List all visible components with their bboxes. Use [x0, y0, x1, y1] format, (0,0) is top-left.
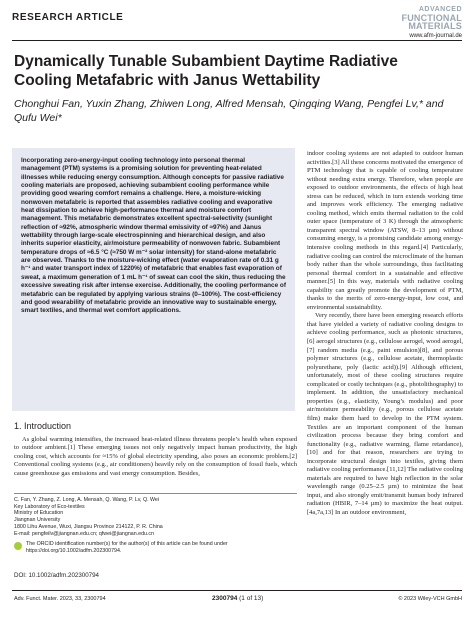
footnote-lab: Key Laboratory of Eco-textiles	[14, 503, 85, 510]
journal-url[interactable]: www.afm-journal.de	[409, 33, 462, 39]
footnote-email[interactable]: E-mail: pengfeilv@jiangnan.edu.cn; qfwei@jiangnan.edu.cn	[14, 530, 155, 537]
intro-paragraph-right-2: Very recently, there have been emerging research efforts that have yielded a variety of radiative cooling designs to achieve cooling performance, such as photonic structures,[6] aerogel structures (e.g., cellulose aerogel, wood aerogel,[7] random media (e.g., paint emulsion)[8], and porous polymer structures (e.g., cellulose acetate, thermoplastic polyurethane, poly (lactic acid)).[9] Although efficient, unfortunately, most of these cooling structures require complicated or costly techniques (e.g., photolithography) to implement. In addition, the unsatisfactory mechanical properties (e.g., elasticity, Young’s modulus) and poor air/moisture permeability (e.g., porous cellulose acetate film) make them hard to develop in the PTM system. Textiles are an important component of the human civilization process because they bring comfort and functionality (e.g., radiative warming, flame retardance),[10] and for that reason, researchers are trying to incorporate structural design into textiles, giving them radiative cooling performance.[11,12] The radiative cooling materials are required to have high reflection in the solar wavelength range (0.25–2.5 µm) to minimize the heat input, and also strongly emit/transmit human body infrared radiation (HBIR, 7–14 µm) to maximize the heat output.[4a,7a,13] In an outdoor environment,	[307, 312, 463, 516]
left-column	[14, 436, 297, 478]
author-list: Chonghui Fan, Yuxin Zhang, Zhiwen Long, Alfred Mensah, Qingqing Wang, Pengfei Lv,* and Qufu Wei*	[14, 98, 444, 124]
orcid-note-text[interactable]: The ORCID identification number(s) for the author(s) of this article can be found under https://doi.org/10.1002/adfm.202300794.	[26, 541, 228, 554]
footer-page-id: 2300794	[212, 595, 238, 602]
doi-link[interactable]: DOI: 10.1002/adfm.202300794	[14, 572, 99, 579]
footer-page-number	[212, 595, 263, 602]
footnote-rule	[14, 493, 297, 494]
journal-logo-line-3: MATERIALS	[408, 21, 462, 31]
footer-copyright: © 2023 Wiley-VCH GmbH	[398, 596, 462, 602]
intro-paragraph-right-1: indoor cooling systems are not adapted to outdoor human activities.[3] All these concerns motivated the emergence of PTM technology that is capable of cooling temperature without needing extra energy. Therefore, when people are exposed to outdoor environments, the effects of high heat stress can be reduced, which in turn extends working time and improves work efficiency. The emerging radiative cooling method, which emits thermal radiation to the cold outer space (temperature of 3 K) through the atmospheric transparent spectral window (ATSW, 8–13 µm) without consuming energy, is a promising candidate among energy-intensive cooling methods in this regard.[4] Particularly, radiative cooling can control the microclimate of the human body rather than the whole surroundings, thus facilitating personal thermal comfort in a sustainable and effective manner.[5] In this way, materials with radiative cooling capability can greatly promote the development of PTM, thanks to the merits of zero-energy-input, low cost, and environmental sustainability.	[307, 150, 463, 311]
footer-citation: Adv. Funct. Mater. 2023, 33, 2300794	[14, 596, 106, 602]
orcid-note	[14, 541, 297, 554]
footnote-ministry: Ministry of Education	[14, 510, 64, 517]
footnote-authors: C. Fan, Y. Zhang, Z. Long, A. Mensah, Q. Wang, P. Lv, Q. Wei	[14, 497, 160, 503]
abstract-text: Incorporating zero-energy-input cooling technology into personal thermal management (PTM) systems is a promising solution for preventing heat-related illnesses while reducing energy consumption. Although concepts for passive radiative cooling materials are proposed, achieving subambient cooling performance while providing good wearing comfort remains a challenge. Here, a moisture-wicking nonwoven metafabric is reported that assembles radiative cooling and evaporative heat dissipation to achieve high-performance thermal and moisture comfort management. This metafabric demonstrates excellent spectral-selectivity (sunlight reflection of ≈92%, atmospheric window thermal emissivity of ≈97%) and Janus wettability through large-scale electrospinning and hierarchical design, and also inherits superior elasticity, air/moisture permeability of nonwoven fabric. Subambient temperature drops of ≈6.5 °C (≈750 W m⁻² solar intensity) for stand-alone metafabric are observed. Thanks to the moisture-wicking effect (water evaporation rate of 0.31 g h⁻¹ and water transport index of 1220%) of metafabric that enables fast evaporation of sweat, a maximum generation of 1 mL h⁻¹ of sweat can cool the skin, thus reducing the excessive sweating risk after intense exercise. Additionally, the cooling performance of metafabric can be regulated by applying various strains (0–100%). The cost-efficiency and good wearability of metafabric provide an innovative way to sustainable energy, smart textiles, and thermal wet comfort applications.	[21, 157, 286, 315]
journal-logo	[402, 6, 463, 30]
journal-logo-line-2: FUNCTIONAL	[401, 13, 462, 23]
footnote-university: Jiangnan University	[14, 517, 61, 524]
right-column	[307, 150, 463, 518]
section-heading: 1. Introduction	[14, 421, 72, 431]
journal-logo-line-1: ADVANCED	[418, 6, 462, 13]
abstract-box	[12, 148, 295, 411]
intro-paragraph-left: As global warming intensifies, the increased heat-related illness threatens people’s health when exposed to outdoor ambient.[1] These emerging issues not only negatively impact human productivity, the high cooling cost, which accounts for ≈15% of global electricity spending, also poses an economic problem.[2] Conventional cooling systems (e.g., air conditioners) heavily rely on the consumption of fossil fuels, which cause greenhouse gas emissions and vast energy consumption. Besides,	[14, 436, 297, 477]
orcid-icon	[14, 542, 22, 550]
footer-page-of: (1 of 13)	[239, 595, 264, 602]
page-header	[0, 0, 474, 38]
footer-rule	[12, 590, 462, 591]
article-title: Dynamically Tunable Subambient Daytime Radiative Cooling Metafabric with Janus Wettability	[14, 53, 398, 89]
article-type-label: RESEARCH ARTICLE	[12, 12, 124, 23]
author-affiliation-footnote	[14, 497, 297, 555]
header-rule	[12, 40, 462, 41]
footnote-address: 1800 Lihu Avenue, Wuxi, Jiangsu Province 214122, P. R. China	[14, 523, 163, 530]
